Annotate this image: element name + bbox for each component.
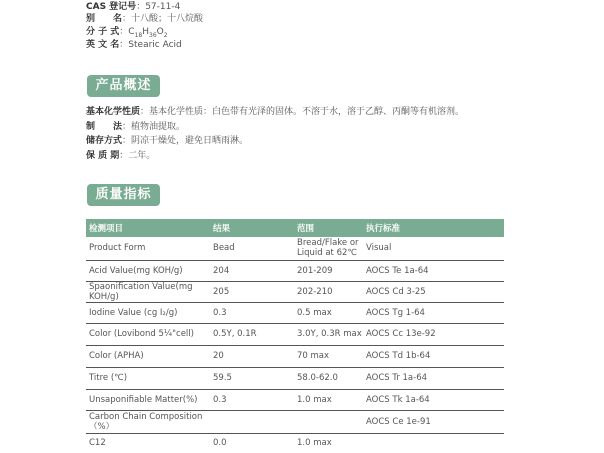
overview-item: 储存方式：阴凉干燥处，避免日晒雨淋。 xyxy=(86,136,249,146)
cas-line: CAS 登记号：57-11-4 xyxy=(86,2,181,12)
cell-result: Bead xyxy=(210,237,294,260)
cell-result: 59.5 xyxy=(210,367,294,389)
cell-standard: AOCS Te 1a-64 xyxy=(363,260,504,281)
cell-item: Product Form xyxy=(86,237,210,260)
cell-standard: AOCS Cc 13e-92 xyxy=(363,323,504,345)
english-name-line: 英 文 名：Stearic Acid xyxy=(86,40,182,50)
cell-result: 0.3 xyxy=(210,302,294,323)
cell-standard: AOCS Ce 1e-91 xyxy=(363,410,504,433)
overview-item: 基本化学性质：基本化学性质：白色带有光泽的固体。不溶于水，溶于乙醇、丙酮等有机溶剂。 xyxy=(86,107,465,117)
header-result: 结果 xyxy=(210,219,294,237)
header-item: 检测项目 xyxy=(86,219,210,237)
header-range: 范围 xyxy=(294,219,363,237)
table-row xyxy=(86,302,504,323)
cell-standard xyxy=(363,433,504,453)
table-row xyxy=(86,410,504,433)
cell-range: 3.0Y, 0.3R max xyxy=(294,323,363,345)
section-overview-title: 产品概述 xyxy=(87,75,160,97)
cell-item: Color (APHA) xyxy=(86,345,210,367)
overview-item: 制 法：植物油提取。 xyxy=(86,122,186,132)
table-row xyxy=(86,260,504,281)
header-standard: 执行标准 xyxy=(363,219,504,237)
table-header-row xyxy=(86,219,504,237)
cell-item: C12 xyxy=(89,438,106,449)
cell-result: 0.0 xyxy=(213,438,227,449)
english-name-label: 英 文 名 xyxy=(86,40,120,50)
cell-result: 20 xyxy=(210,345,294,367)
table-row xyxy=(86,433,504,453)
cell-range: 70 max xyxy=(294,345,363,367)
cell-item: Carbon Chain Composition（%） xyxy=(86,410,210,433)
table-row xyxy=(86,389,504,410)
cell-standard: AOCS Td 1b-64 xyxy=(363,345,504,367)
cell-range: 1.0 max xyxy=(294,389,363,410)
table-row xyxy=(86,345,504,367)
cell-range: Bread/Flake or Liquid at 62℃ xyxy=(294,237,363,260)
table-row xyxy=(86,323,504,345)
cell-result xyxy=(210,410,294,433)
cell-item: Unsaponifiable Matter(%) xyxy=(86,389,210,410)
cell-standard: Visual xyxy=(363,237,504,260)
cell-item: Acid Value(mg KOH/g) xyxy=(86,260,210,281)
cell-standard: AOCS Tk 1a-64 xyxy=(363,389,504,410)
cell-item: Iodine Value (cg I₂/g) xyxy=(86,302,210,323)
cell-result: 0.5Y, 0.1R xyxy=(210,323,294,345)
table-row xyxy=(86,367,504,389)
alias-label: 别 名 xyxy=(86,14,123,24)
table-row xyxy=(86,237,504,260)
cell-result: 204 xyxy=(210,260,294,281)
section-quality-title: 质量指标 xyxy=(87,184,160,206)
cell-result: 0.3 xyxy=(210,389,294,410)
cell-standard: AOCS Tg 1-64 xyxy=(363,302,504,323)
formula-line: 分 子 式：$C_{18}H_{36}O_2$ xyxy=(86,27,168,39)
cell-result: 205 xyxy=(210,281,294,302)
formula-label: 分 子 式 xyxy=(86,27,120,37)
overview-item: 保 质 期：二年。 xyxy=(86,151,156,161)
cell-item: Color (Lovibond 5¼"cell) xyxy=(86,323,210,345)
english-name-value: Stearic Acid xyxy=(128,40,182,50)
cell-range: 0.5 max xyxy=(294,302,363,323)
cell-range xyxy=(294,410,363,433)
cell-range: 201-209 xyxy=(294,260,363,281)
table-row xyxy=(86,281,504,302)
alias-value: 十八酸；十八烷酸 xyxy=(131,14,204,24)
cell-range: 58.0-62.0 xyxy=(294,367,363,389)
alias-line: 别 名：十八酸；十八烷酸 xyxy=(86,14,204,24)
cell-standard: AOCS Cd 3-25 xyxy=(363,281,504,302)
quality-table xyxy=(86,219,504,453)
cas-value: 57-11-4 xyxy=(145,2,181,12)
cell-standard: AOCS Tr 1a-64 xyxy=(363,367,504,389)
cell-range: 1.0 max xyxy=(297,438,332,449)
cell-item: Titre (℃) xyxy=(86,367,210,389)
cell-range: 202-210 xyxy=(294,281,363,302)
cas-label: CAS 登记号 xyxy=(86,2,137,12)
formula-value: $C_{18}H_{36}O_2$ xyxy=(128,27,168,39)
cell-item: Spaonification Value(mg KOH/g) xyxy=(86,281,210,302)
